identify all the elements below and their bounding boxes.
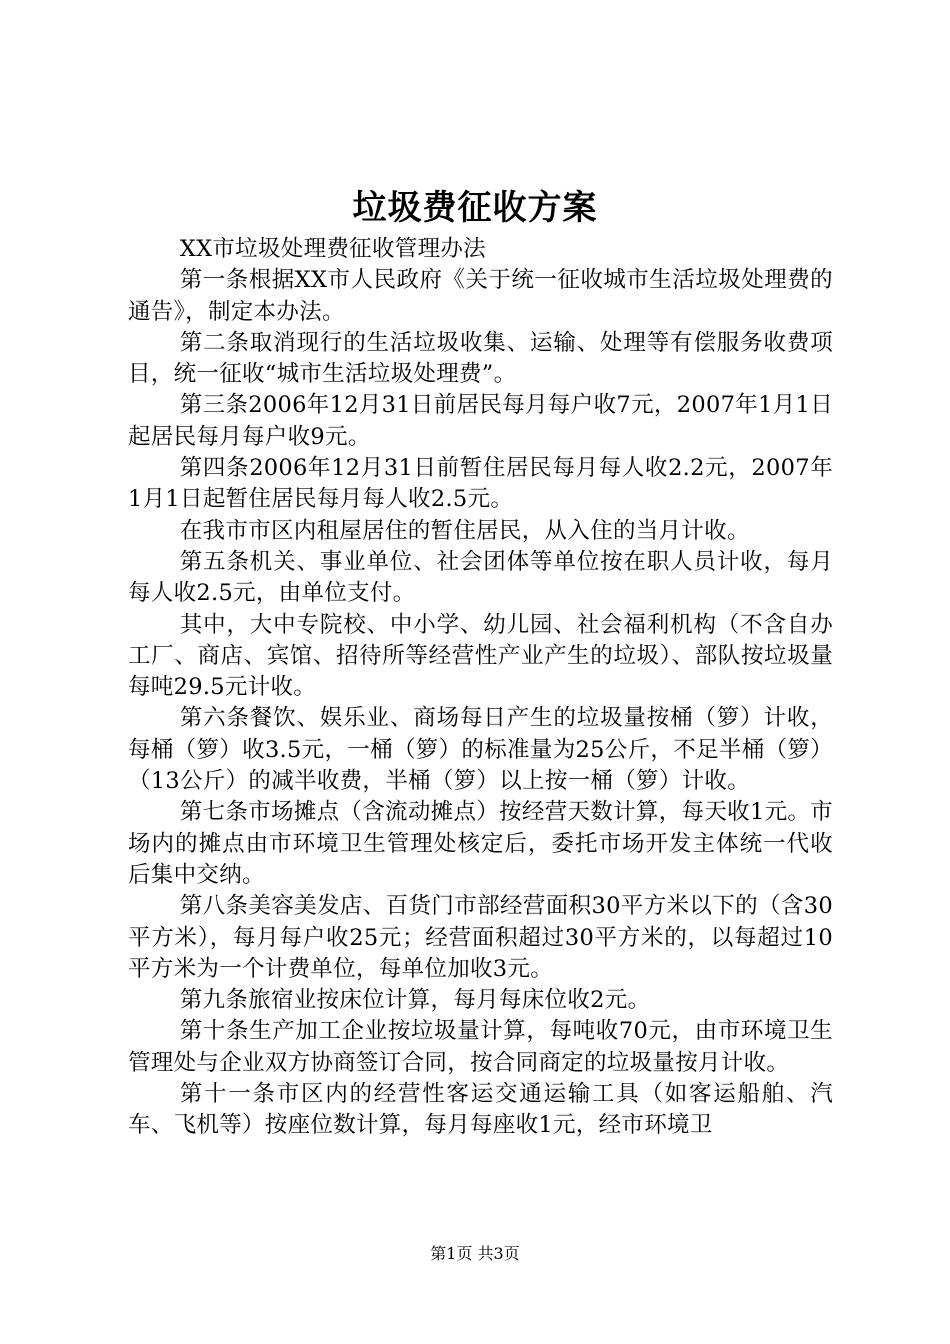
paragraph: 第一条根据XX市人民政府《关于统一征收城市生活垃圾处理费的通告》，制定本办法。 xyxy=(128,267,833,325)
paragraph: 第二条取消现行的生活垃圾收集、运输、处理等有偿服务收费项目，统一征收“城市生活垃圾处理费”。 xyxy=(128,329,833,388)
paragraph: 在我市市区内租屋居住的暂住居民，从入住的当月计收。 xyxy=(179,517,750,544)
paragraph: 第九条旅宿业按床位计算，每月每床位收2元。 xyxy=(179,987,651,1014)
document-body xyxy=(128,234,833,1142)
paragraph: 第七条市场摊点（含流动摊点）按经营天数计算，每天收1元。市场内的摊点由市环境卫生管理处核定后，委托市场开发主体统一代收后集中交纳。 xyxy=(128,799,833,888)
paragraph: 第十条生产加工企业按垃圾量计算，每吨收70元，由市环境卫生管理处与企业双方协商签订合同，按合同商定的垃圾量按月计收。 xyxy=(128,1018,833,1076)
paragraph: 第八条美容美发店、百货门市部经营面积30平方米以下的（含30平方米），每月每户收25元；经营面积超过30平方米的，以每超过10平方米为一个计费单位，每单位加收3元。 xyxy=(128,893,833,982)
paragraph: 第三条2006年12月31日前居民每月每户收7元，2007年1月1日起居民每月每户收9元。 xyxy=(128,392,833,450)
paragraph: 第十一条市区内的经营性客运交通运输工具（如客运船舶、汽车、飞机等）按座位数计算，每月每座收1元，经市环境卫 xyxy=(128,1081,833,1139)
page-footer: 第1页 共3页 xyxy=(430,1244,520,1263)
paragraph: 其中，大中专院校、中小学、幼儿园、社会福利机构（不含自办工厂、商店、宾馆、招待所等经营性产业产生的垃圾）、部队按垃圾量每吨29.5元计收。 xyxy=(128,611,833,701)
paragraph: 第四条2006年12月31日前暂住居民每月每人收2.2元，2007年1月1日起暂住居民每月每人收2.5元。 xyxy=(128,455,833,513)
paragraph: 第五条机关、事业单位、社会团体等单位按在职人员计收，每月每人收2.5元，由单位支付。 xyxy=(128,548,833,607)
document-title: 垃圾费征收方案 xyxy=(352,188,598,228)
paragraph: XX市垃圾处理费征收管理办法 xyxy=(179,236,486,262)
paragraph: 第六条餐饮、娱乐业、商场每日产生的垃圾量按桶（箩）计收，每桶（箩）收3.5元，一桶（箩）的标准量为25公斤，不足半桶（箩）（13公斤）的减半收费，半桶（箩）以上按一桶（箩）计收。 xyxy=(128,705,833,795)
